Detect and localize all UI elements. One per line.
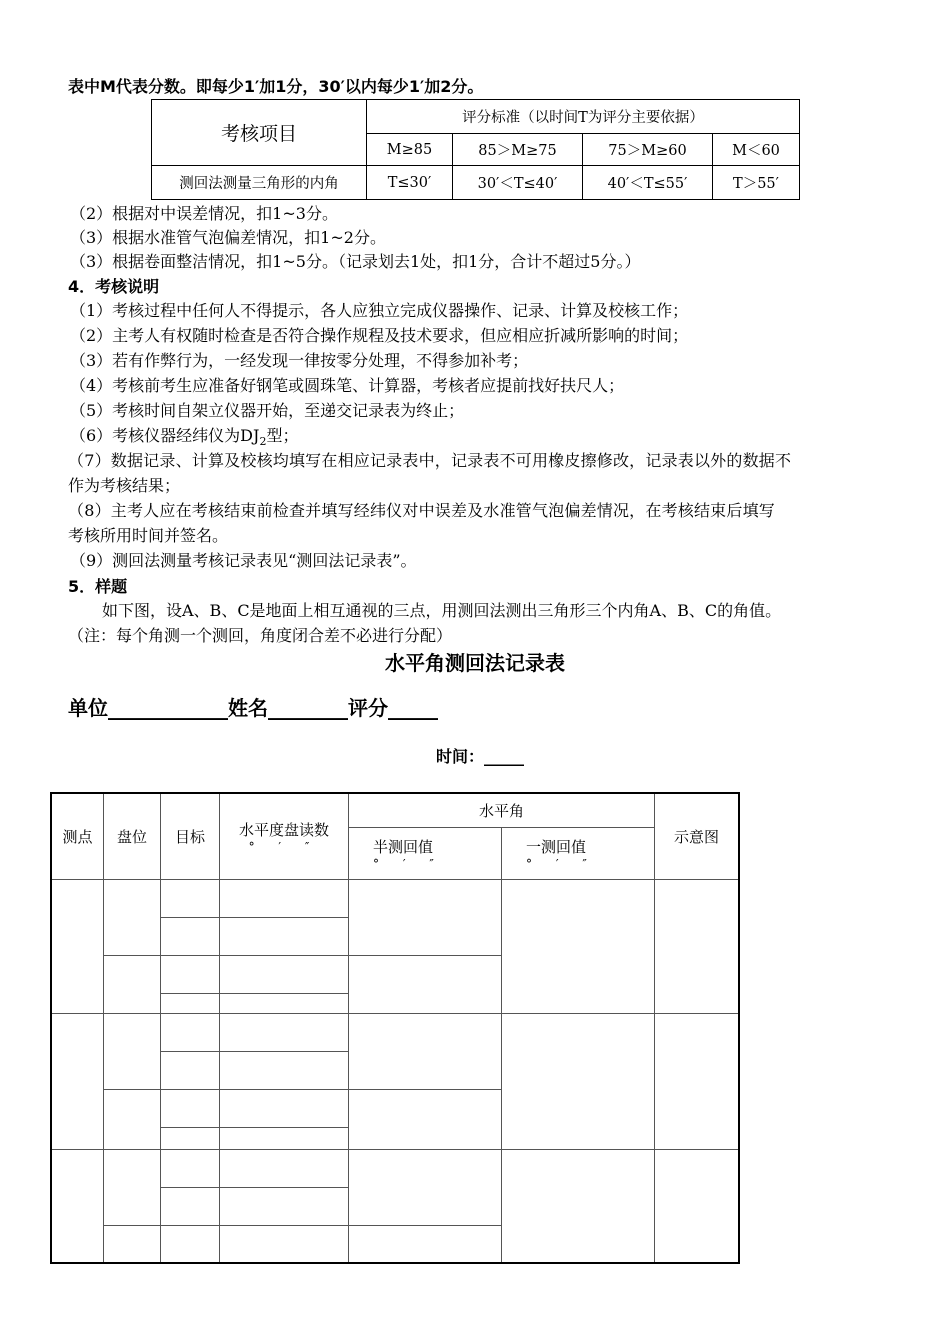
sketch-header: 示意图 bbox=[655, 793, 740, 879]
intro-line: 表中M代表分数。即每少1′加1分，30′以内每少1′加2分。 bbox=[68, 77, 484, 96]
face-cell[interactable] bbox=[104, 1149, 161, 1225]
sketch-cell[interactable] bbox=[655, 879, 740, 1013]
sketch-cell[interactable] bbox=[655, 1013, 740, 1149]
reading-units: ° ′ ″ bbox=[248, 839, 320, 854]
reading-cell[interactable] bbox=[220, 1089, 349, 1127]
full-round-header bbox=[502, 827, 655, 879]
record-table bbox=[50, 792, 740, 1264]
row-value-2: 30′＜T≤40′ bbox=[453, 166, 583, 200]
target-cell[interactable] bbox=[161, 955, 220, 993]
form-line bbox=[68, 695, 438, 721]
standard-header: 评分标准（以时间T为评分主要依据） bbox=[367, 100, 800, 134]
note-4: （4）考核前考生应准备好钢笔或圆珠笔、计算器，考核者应提前找好扶尺人； bbox=[70, 376, 625, 395]
face-cell[interactable] bbox=[104, 955, 161, 1013]
time-line bbox=[436, 746, 524, 768]
reading-cell[interactable] bbox=[220, 1187, 349, 1225]
station-header: 测点 bbox=[51, 793, 104, 879]
reading-cell[interactable] bbox=[220, 1013, 349, 1051]
half-round-cell[interactable] bbox=[349, 1225, 502, 1263]
face-cell[interactable] bbox=[104, 1089, 161, 1149]
note-9: （9）测回法测量考核记录表见“测回法记录表”。 bbox=[70, 551, 417, 570]
target-header: 目标 bbox=[161, 793, 220, 879]
score-label: 评分 bbox=[348, 696, 388, 720]
score-blank[interactable]: _____ bbox=[388, 696, 438, 720]
target-cell[interactable] bbox=[161, 1225, 220, 1263]
sketch-cell[interactable] bbox=[655, 1149, 740, 1263]
note-3: （3）若有作弊行为，一经发现一律按零分处理，不得参加补考； bbox=[70, 351, 529, 370]
unit-label: 单位 bbox=[68, 696, 108, 720]
face-cell[interactable] bbox=[104, 1225, 161, 1263]
station-cell[interactable] bbox=[51, 1013, 104, 1149]
level-3: 75＞M≥60 bbox=[583, 134, 713, 166]
note-2: （2）主考人有权随时检查是否符合操作规程及技术要求，但应相应折减所影响的时间； bbox=[70, 326, 689, 345]
row-value-4: T＞55′ bbox=[713, 166, 800, 200]
note-6 bbox=[70, 425, 298, 453]
row-value-3: 40′＜T≤55′ bbox=[583, 166, 713, 200]
reading-cell[interactable] bbox=[220, 1225, 349, 1263]
target-cell[interactable] bbox=[161, 1187, 220, 1225]
time-label: 时间： bbox=[436, 747, 485, 766]
full-round-cell[interactable] bbox=[502, 1149, 655, 1263]
time-blank[interactable]: _____ bbox=[484, 747, 525, 766]
face-cell[interactable] bbox=[104, 879, 161, 955]
level-4: M＜60 bbox=[713, 134, 800, 166]
station-cell[interactable] bbox=[51, 1149, 104, 1263]
row-value-1: T≤30′ bbox=[367, 166, 453, 200]
half-round-units: ° ′ ″ bbox=[373, 856, 444, 871]
target-cell[interactable] bbox=[161, 917, 220, 955]
full-round-units: ° ′ ″ bbox=[526, 856, 597, 871]
reading-cell[interactable] bbox=[220, 1127, 349, 1149]
target-cell[interactable] bbox=[161, 1149, 220, 1187]
note-6-suffix: 型； bbox=[266, 426, 299, 445]
unit-blank[interactable]: ____________ bbox=[108, 696, 228, 720]
row-label: 测回法测量三角形的内角 bbox=[152, 166, 367, 200]
reading-cell[interactable] bbox=[220, 955, 349, 993]
target-cell[interactable] bbox=[161, 1127, 220, 1149]
face-header: 盘位 bbox=[104, 793, 161, 879]
reading-label: 水平度盘读数 bbox=[238, 820, 329, 839]
half-round-header bbox=[349, 827, 502, 879]
item-header: 考核项目 bbox=[152, 100, 367, 166]
section4-title: 4．考核说明 bbox=[68, 277, 160, 296]
deduction-3: （3）根据卷面整洁情况，扣1~5分。（记录划去1处，扣1分，合计不超过5分。） bbox=[70, 252, 641, 271]
note-8-line2: 考核所用时间并签名。 bbox=[68, 526, 229, 545]
reading-cell[interactable] bbox=[220, 917, 349, 955]
angle-header: 水平角 bbox=[349, 793, 655, 827]
target-cell[interactable] bbox=[161, 1089, 220, 1127]
level-1: M≥85 bbox=[367, 134, 453, 166]
target-cell[interactable] bbox=[161, 1051, 220, 1089]
sample-line-2: （注：每个角测一个测回，角度闭合差不必进行分配） bbox=[68, 626, 453, 645]
deduction-1: （2）根据对中误差情况，扣1~3分。 bbox=[70, 204, 338, 223]
sample-line-1: 如下图，设A、B、C是地面上相互通视的三点，用测回法测出三角形三个内角A、B、C的角值。 bbox=[102, 601, 782, 620]
half-round-label: 半测回值 bbox=[373, 837, 434, 856]
name-blank[interactable]: ________ bbox=[268, 696, 348, 720]
note-7-line1: （7）数据记录、计算及校核均填写在相应记录表中，记录表不可用橡皮擦修改，记录表以外的数据不 bbox=[68, 451, 792, 470]
score-table bbox=[151, 99, 800, 200]
full-round-cell[interactable] bbox=[502, 879, 655, 1013]
note-6-prefix: （6）考核仪器经纬仪为DJ bbox=[70, 426, 260, 445]
station-cell[interactable] bbox=[51, 879, 104, 1013]
note-8-line1: （8）主考人应在考核结束前检查并填写经纬仪对中误差及水准管气泡偏差情况，在考核结束后填写 bbox=[68, 501, 775, 520]
half-round-cell[interactable] bbox=[349, 955, 502, 1013]
reading-cell[interactable] bbox=[220, 993, 349, 1013]
half-round-cell[interactable] bbox=[349, 1013, 502, 1089]
deduction-2: （3）根据水准管气泡偏差情况，扣1~2分。 bbox=[70, 228, 386, 247]
note-7-line2: 作为考核结果； bbox=[68, 476, 181, 495]
face-cell[interactable] bbox=[104, 1013, 161, 1089]
reading-cell[interactable] bbox=[220, 1051, 349, 1089]
reading-cell[interactable] bbox=[220, 1149, 349, 1187]
record-title: 水平角测回法记录表 bbox=[385, 651, 565, 675]
target-cell[interactable] bbox=[161, 993, 220, 1013]
full-round-cell[interactable] bbox=[502, 1013, 655, 1149]
target-cell[interactable] bbox=[161, 1013, 220, 1051]
level-2: 85＞M≥75 bbox=[453, 134, 583, 166]
note-5: （5）考核时间自架立仪器开始，至递交记录表为终止； bbox=[70, 401, 465, 420]
half-round-cell[interactable] bbox=[349, 1089, 502, 1149]
full-round-label: 一测回值 bbox=[526, 837, 587, 856]
half-round-cell[interactable] bbox=[349, 1149, 502, 1225]
reading-cell[interactable] bbox=[220, 879, 349, 917]
target-cell[interactable] bbox=[161, 879, 220, 917]
note-1: （1）考核过程中任何人不得提示，各人应独立完成仪器操作、记录、计算及校核工作； bbox=[70, 301, 689, 320]
half-round-cell[interactable] bbox=[349, 879, 502, 955]
section5-title: 5．样题 bbox=[68, 577, 128, 596]
name-label: 姓名 bbox=[228, 696, 268, 720]
note-6-sub: 2 bbox=[259, 435, 267, 449]
reading-header bbox=[220, 793, 349, 879]
